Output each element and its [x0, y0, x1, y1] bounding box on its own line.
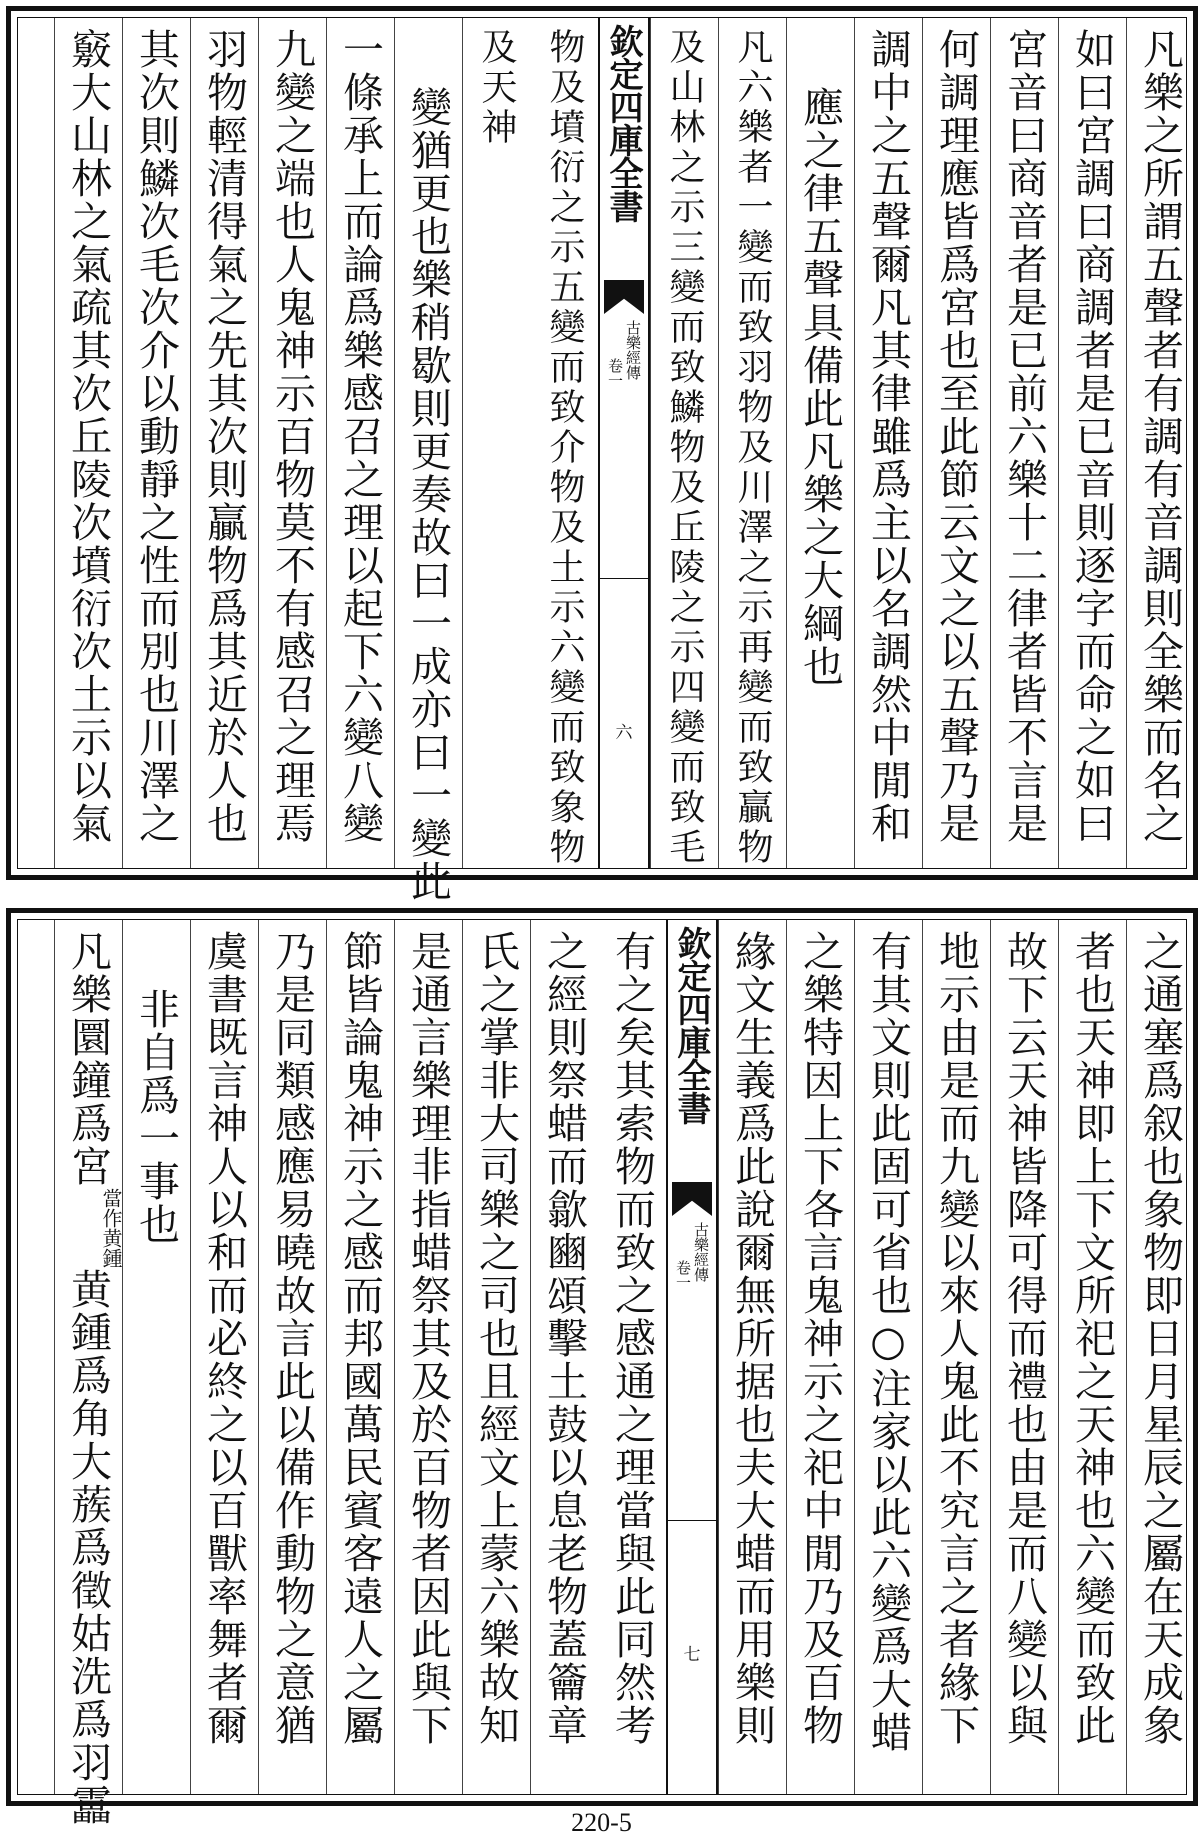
- column-text: [55, 930, 122, 1827]
- column-text: 緣文生義爲此說爾無所据也夫大蜡而用樂則: [728, 930, 776, 1747]
- divider: [668, 1520, 716, 1521]
- collection-title: 欽定四庫全書: [603, 24, 643, 222]
- text-column: [258, 18, 326, 868]
- text-column: [990, 920, 1058, 1794]
- page-frame-top: [17, 17, 1187, 903]
- main-text: 凡樂圜鐘爲宮: [64, 930, 112, 1188]
- column-text: 非自爲一事也: [132, 988, 180, 1246]
- text-column: [326, 18, 394, 868]
- leaf-number: 六: [615, 723, 633, 743]
- column-text: 竅大山林之氣疏其次丘陵次墳衍次土示以氣: [64, 28, 112, 845]
- column-text: 之經則祭蜡而歙豳頌擊土鼓以息老物蓋籥章: [540, 930, 588, 1747]
- center-fold-header: [666, 920, 718, 1794]
- column-text: 有其文則此固可省也○注家以此六變爲大蜡: [864, 930, 912, 1754]
- text-column: [122, 920, 190, 1794]
- collection-title: 欽定四庫全書: [671, 926, 711, 1124]
- text-column: [530, 18, 598, 868]
- column-text: 者也天神即上下文所祀之天神也六變而致此: [1068, 930, 1116, 1747]
- text-column: [854, 18, 922, 868]
- text-column: [1058, 920, 1126, 1794]
- juan-label: 卷一: [674, 1260, 692, 1290]
- text-column: [530, 920, 598, 1794]
- column-text: 物及墳衍之示五變而致介物及土示六變而致象物: [544, 28, 585, 868]
- text-column: [1126, 18, 1194, 868]
- column-text: 是通言樂理非指蜡祭其及於百物者因此與下: [404, 930, 452, 1747]
- column-text: 宮音曰商音者是已前六樂十二律者皆不言是: [1000, 28, 1048, 845]
- text-column: [122, 18, 190, 868]
- text-column: [394, 18, 462, 903]
- text-column: [258, 920, 326, 1794]
- text-column: [462, 920, 530, 1794]
- column-text: 故下云天神皆降可得而禮也由是而八變以與: [1000, 930, 1048, 1747]
- column-text: 氏之掌非大司樂之司也且經文上蒙六樂故知: [472, 930, 520, 1747]
- column-text: 虞書既言神人以和而必終之以百獸率舞者爾: [200, 930, 248, 1747]
- column-text: 凡樂之所謂五聲者有調有音調則全樂而名之: [1136, 28, 1184, 845]
- text-column: [394, 920, 462, 1794]
- column-text: 一條承上而論爲樂感召之理以起下六變八變: [336, 28, 384, 845]
- text-column: [650, 18, 718, 868]
- text-column: [786, 920, 854, 1794]
- column-text: 如曰宮調曰商調者是已音則逐字而命之如曰: [1068, 28, 1116, 845]
- column-text: 變猶更也樂稍歇則更奏故曰一成亦曰一變此: [404, 86, 452, 903]
- column-text: 有之矣其索物而致之感通之理當與此同然考: [608, 930, 656, 1747]
- fish-tail-mark-icon: [672, 1182, 712, 1216]
- column-text: 羽物輕清得氣之先其次則贏物爲其近於人也: [200, 28, 248, 845]
- column-text: 節皆論鬼神示之感而邦國萬民賓客遠人之屬: [336, 930, 384, 1747]
- column-text: 及天神: [476, 28, 517, 148]
- text-column: [718, 18, 786, 868]
- column-text: 及山林之示三變而致鱗物及丘陵之示四變而致毛: [664, 28, 705, 868]
- text-column: [54, 920, 123, 1827]
- center-fold-header: [598, 18, 650, 868]
- text-column: [190, 18, 258, 868]
- text-column: [922, 920, 990, 1794]
- text-column: [462, 18, 530, 868]
- column-text: 調中之五聲爾凡其律雖爲主以名調然中閒和: [864, 28, 912, 845]
- column-text: 乃是同類感應易曉故言此以備作動物之意猶: [268, 930, 316, 1747]
- text-column: [1058, 18, 1126, 868]
- column-text: 之通塞爲叙也象物即日月星辰之屬在天成象: [1136, 930, 1184, 1747]
- book-title: 古樂經傳: [624, 320, 642, 380]
- column-text: 何調理應皆爲宮也至此節云文之以五聲乃是: [932, 28, 980, 845]
- note-line: 當作: [99, 1188, 123, 1228]
- note-line: 黄鍾: [99, 1228, 123, 1268]
- text-column: [326, 920, 394, 1794]
- text-column: [190, 920, 258, 1794]
- page-leaf-top: [6, 6, 1198, 903]
- interlinear-note: [100, 1188, 122, 1268]
- juan-label: 卷一: [606, 358, 624, 388]
- main-text: 黄鍾爲角大蔟爲徵姑洗爲羽靁: [64, 1268, 112, 1827]
- fish-tail-mark-icon: [604, 280, 644, 314]
- column-text: 應之律五聲具備此凡樂之大綱也: [796, 86, 844, 688]
- divider: [600, 578, 648, 579]
- text-column: [1126, 920, 1194, 1794]
- text-column: [786, 18, 854, 868]
- book-title: 古樂經傳: [692, 1222, 710, 1282]
- page-number: 220-5: [571, 1808, 632, 1837]
- column-text: 其次則鱗次毛次介以動靜之性而別也川澤之: [132, 28, 180, 845]
- text-column: [54, 18, 122, 868]
- column-text: 九變之端也人鬼神示百物莫不有感召之理焉: [268, 28, 316, 845]
- text-column: [990, 18, 1058, 868]
- text-column: [854, 920, 922, 1794]
- text-column: [598, 920, 666, 1794]
- column-text: 之樂特因上下各言鬼神示之祀中閒乃及百物: [796, 930, 844, 1747]
- column-text: 地示由是而九變以來人鬼此不究言之者緣下: [932, 930, 980, 1747]
- text-column: [922, 18, 990, 868]
- leaf-number: 七: [683, 1645, 701, 1665]
- column-text: 凡六樂者一變而致羽物及川澤之示再變而致贏物: [732, 28, 773, 868]
- text-column: [718, 920, 786, 1794]
